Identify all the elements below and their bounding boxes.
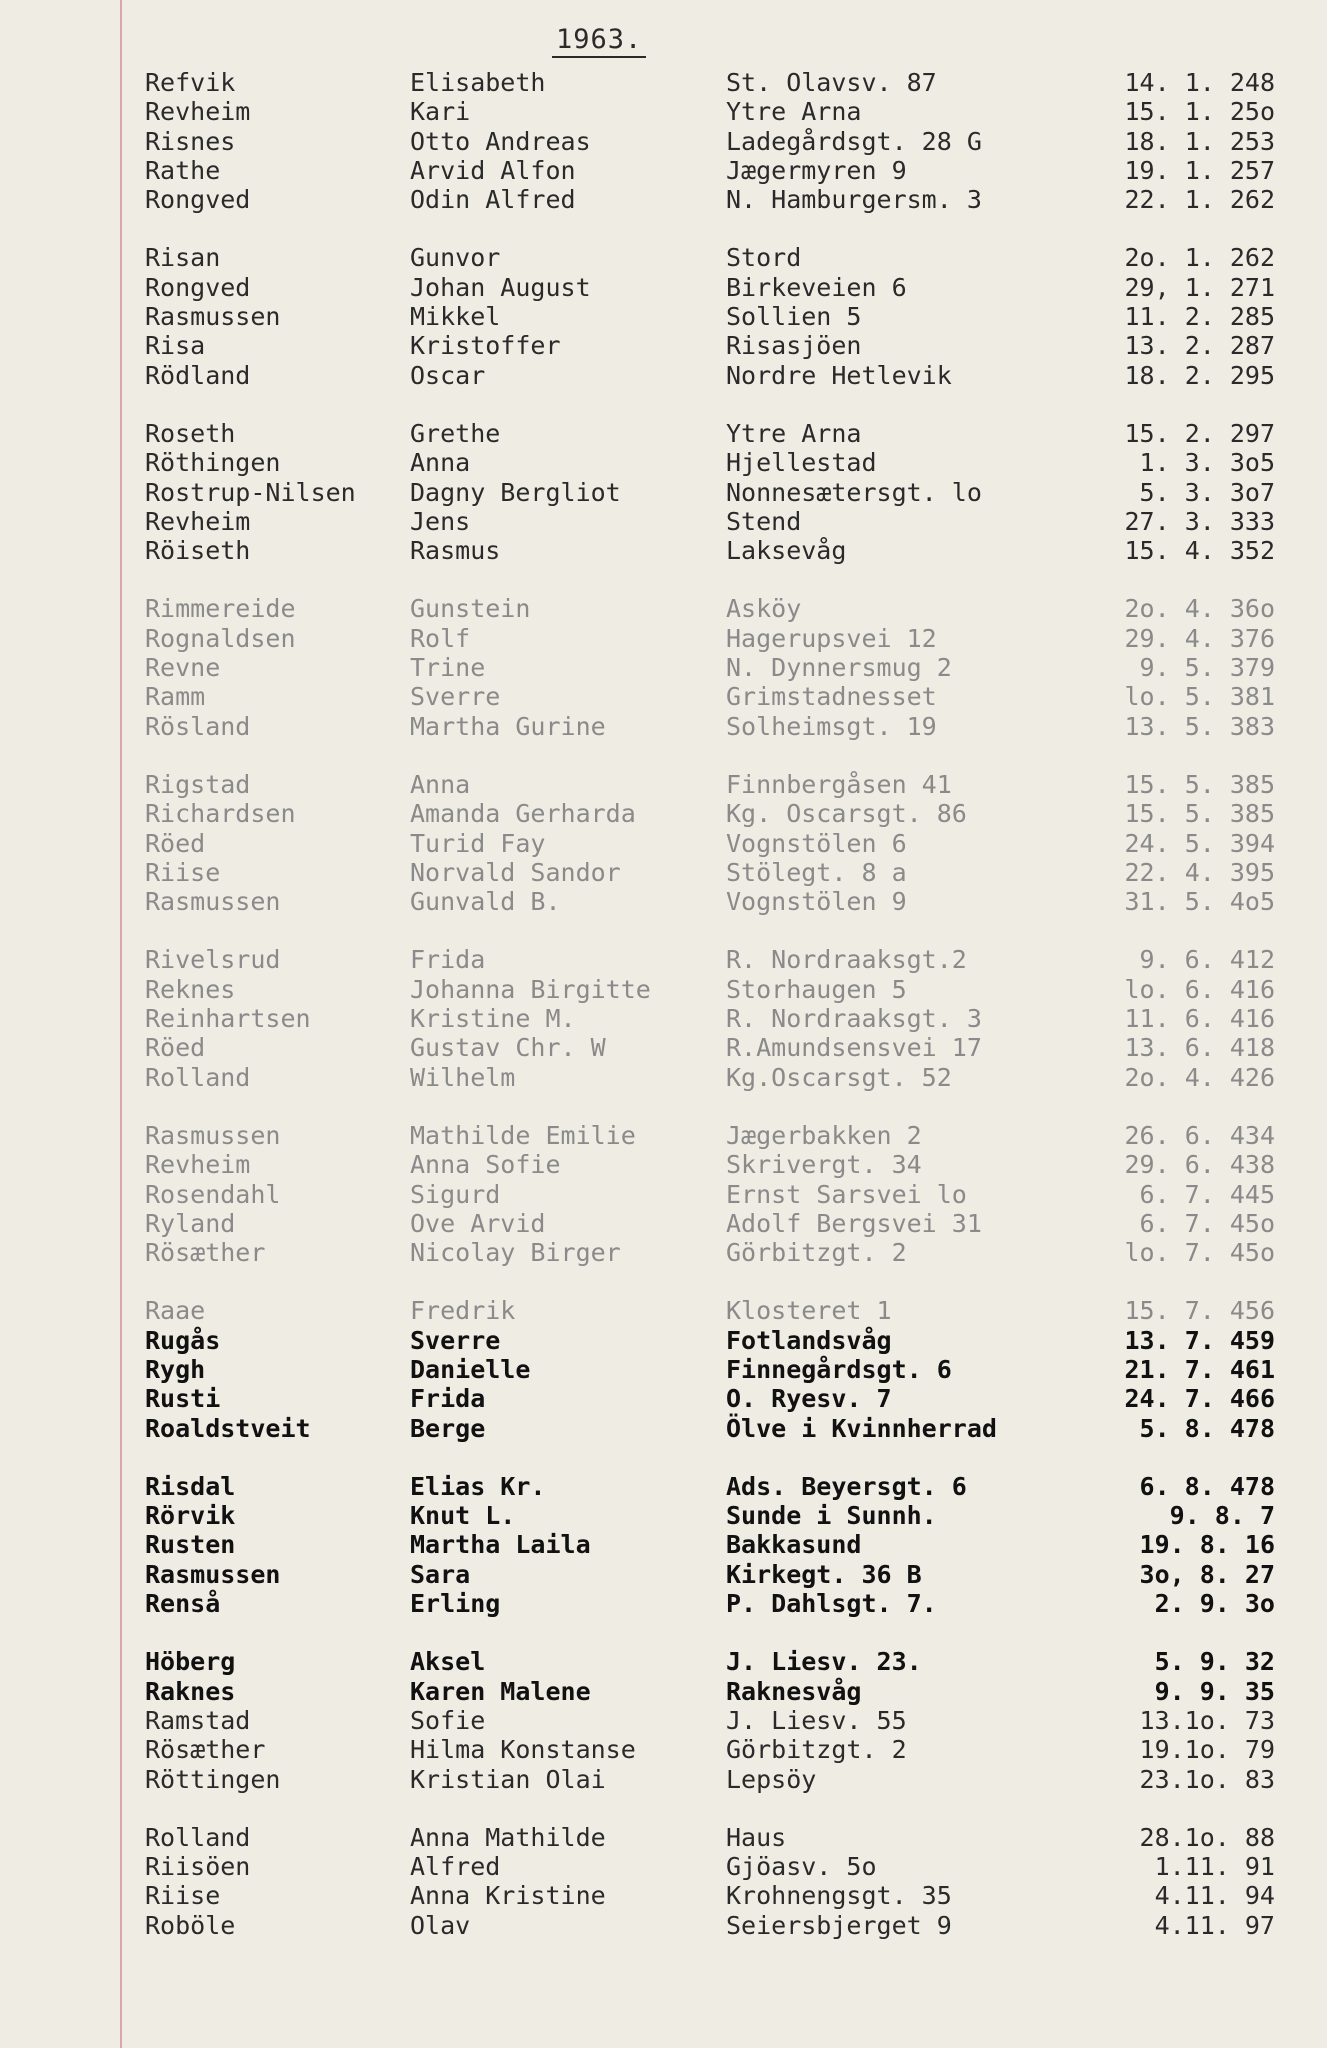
address-cell: Stord (726, 243, 802, 273)
given-name-cell: Anna Kristine (410, 1881, 606, 1911)
address-cell: J. Liesv. 23. (726, 1647, 922, 1677)
address-cell: Görbitzgt. 2 (726, 1238, 907, 1268)
entry-number-cell: 21. 7. 461 (1124, 1354, 1275, 1384)
surname-cell: Rygh (145, 1354, 206, 1384)
address-cell: Nordre Hetlevik (726, 360, 952, 390)
entry-number-cell: 24. 7. 466 (1124, 1384, 1275, 1414)
entry-number-cell: 29, 1. 271 (1124, 272, 1275, 302)
entry-number-cell: 1.11. 91 (1154, 1852, 1275, 1882)
surname-cell: Reknes (145, 974, 236, 1004)
given-name-cell: Danielle (410, 1354, 531, 1384)
address-cell: Fotlandsvåg (726, 1325, 892, 1355)
page-title (552, 24, 646, 55)
entry-number-cell: 13. 2. 287 (1124, 331, 1275, 361)
entry-number-cell: 13. 5. 383 (1124, 711, 1275, 741)
address-cell: O. Ryesv. 7 (726, 1384, 892, 1414)
entry-number-cell: 15. 5. 385 (1124, 799, 1275, 829)
surname-cell: Riise (145, 1881, 221, 1911)
address-cell: Sollien 5 (726, 302, 862, 332)
entry-number-cell: 19. 1. 257 (1124, 155, 1275, 185)
address-cell: Bakkasund (726, 1530, 862, 1560)
given-name-cell: Kristine M. (410, 1004, 576, 1034)
given-name-cell: Gunvald B. (410, 887, 561, 917)
entry-number-cell: 31. 5. 4o5 (1124, 887, 1275, 917)
given-name-cell: Sigurd (410, 1179, 501, 1209)
entry-number-cell: 9. 6. 412 (1139, 945, 1275, 975)
surname-cell: Rolland (145, 1062, 251, 1092)
surname-cell: Richardsen (145, 799, 296, 829)
given-name-cell: Kristoffer (410, 331, 561, 361)
address-cell: Lepsöy (726, 1764, 817, 1794)
given-name-cell: Karen Malene (410, 1676, 591, 1706)
address-cell: Haus (726, 1822, 787, 1852)
entry-number-cell: 28.1o. 88 (1139, 1822, 1275, 1852)
address-cell: P. Dahlsgt. 7. (726, 1589, 937, 1619)
address-cell: Hagerupsvei 12 (726, 623, 937, 653)
address-cell: Finnegårdsgt. 6 (726, 1354, 952, 1384)
given-name-cell: Gunstein (410, 594, 531, 624)
given-name-cell: Amanda Gerharda (410, 799, 636, 829)
given-name-cell: Aksel (410, 1647, 486, 1677)
entry-number-cell: 13. 7. 459 (1124, 1325, 1275, 1355)
address-cell: Stend (726, 506, 802, 536)
given-name-cell: Alfred (410, 1852, 501, 1882)
surname-cell: Rasmussen (145, 1559, 281, 1589)
address-cell: Adolf Bergsvei 31 (726, 1208, 982, 1238)
surname-cell: Rosendahl (145, 1179, 281, 1209)
given-name-cell: Mikkel (410, 302, 501, 332)
address-cell: Krohnengsgt. 35 (726, 1881, 952, 1911)
surname-cell: Rusti (145, 1384, 221, 1414)
given-name-cell: Martha Laila (410, 1530, 591, 1560)
surname-cell: Roböle (145, 1910, 236, 1940)
surname-cell: Renså (145, 1589, 221, 1619)
entry-number-cell: 5. 9. 32 (1154, 1647, 1275, 1677)
surname-cell: Risnes (145, 126, 236, 156)
surname-cell: Ryland (145, 1208, 236, 1238)
entry-number-cell: 13. 6. 418 (1124, 1033, 1275, 1063)
address-cell: R.Amundsensvei 17 (726, 1033, 982, 1063)
address-cell: R. Nordraaksgt.2 (726, 945, 967, 975)
given-name-cell: Anna (410, 448, 471, 478)
entry-number-cell: 14. 1. 248 (1124, 68, 1275, 97)
surname-cell: Roaldstveit (145, 1413, 311, 1443)
surname-cell: Rösland (145, 711, 251, 741)
address-cell: Raknesvåg (726, 1676, 862, 1706)
given-name-cell: Gustav Chr. W (410, 1033, 606, 1063)
address-cell: Jægermyren 9 (726, 155, 907, 185)
address-cell: St. Olavsv. 87 (726, 68, 937, 97)
given-name-cell: Elias Kr. (410, 1471, 546, 1501)
given-name-cell: Norvald Sandor (410, 857, 621, 887)
entry-number-cell: 15. 2. 297 (1124, 418, 1275, 448)
surname-cell: Revne (145, 653, 221, 683)
entry-number-cell: lo. 6. 416 (1124, 974, 1275, 1004)
surname-cell: Rusten (145, 1530, 236, 1560)
surname-cell: Röttingen (145, 1764, 281, 1794)
address-cell: Stölegt. 8 a (726, 857, 907, 887)
given-name-cell: Sverre (410, 1325, 501, 1355)
address-cell: Kg.Oscarsgt. 52 (726, 1062, 952, 1092)
surname-cell: Rimmereide (145, 594, 296, 624)
surname-cell: Rognaldsen (145, 623, 296, 653)
given-name-cell: Gunvor (410, 243, 501, 273)
surname-cell: Rörvik (145, 1501, 236, 1531)
given-name-cell: Trine (410, 653, 486, 683)
given-name-cell: Odin Alfred (410, 185, 576, 215)
address-cell: Ölve i Kvinnherrad (726, 1413, 997, 1443)
entry-number-cell: 11. 2. 285 (1124, 302, 1275, 332)
surname-cell: Röthingen (145, 448, 281, 478)
address-cell: Ads. Beyersgt. 6 (726, 1471, 967, 1501)
entry-number-cell: 5. 3. 3o7 (1139, 477, 1275, 507)
address-cell: Sunde i Sunnh. (726, 1501, 937, 1531)
given-name-cell: Kari (410, 97, 471, 127)
entry-number-cell: lo. 7. 45o (1124, 1238, 1275, 1268)
given-name-cell: Nicolay Birger (410, 1238, 621, 1268)
given-name-cell: Frida (410, 945, 486, 975)
entry-number-cell: 18. 1. 253 (1124, 126, 1275, 156)
given-name-cell: Sofie (410, 1705, 486, 1735)
address-cell: Ladegårdsgt. 28 G (726, 126, 982, 156)
address-cell: Nonnesætersgt. lo (726, 477, 982, 507)
surname-cell: Risa (145, 331, 206, 361)
given-name-cell: Oscar (410, 360, 486, 390)
address-cell: R. Nordraaksgt. 3 (726, 1004, 982, 1034)
surname-cell: Riise (145, 857, 221, 887)
surname-cell: Rigstad (145, 769, 251, 799)
address-cell: J. Liesv. 55 (726, 1705, 907, 1735)
address-cell: Kirkegt. 36 B (726, 1559, 922, 1589)
surname-cell: Refvik (145, 68, 236, 97)
entry-number-cell: 22. 4. 395 (1124, 857, 1275, 887)
given-name-cell: Wilhelm (410, 1062, 516, 1092)
given-name-cell: Kristian Olai (410, 1764, 606, 1794)
surname-cell: Revheim (145, 97, 251, 127)
surname-cell: Ramstad (145, 1705, 251, 1735)
surname-cell: Raknes (145, 1676, 236, 1706)
surname-cell: Röed (145, 828, 206, 858)
surname-cell: Rivelsrud (145, 945, 281, 975)
address-cell: Klosteret 1 (726, 1296, 892, 1326)
entry-number-cell: 15. 7. 456 (1124, 1296, 1275, 1326)
entry-number-cell: 23.1o. 83 (1139, 1764, 1275, 1794)
given-name-cell: Otto Andreas (410, 126, 591, 156)
address-cell: Görbitzgt. 2 (726, 1735, 907, 1765)
entry-number-cell: 6. 7. 445 (1139, 1179, 1275, 1209)
given-name-cell: Berge (410, 1413, 486, 1443)
entry-number-cell: 22. 1. 262 (1124, 185, 1275, 215)
entry-number-cell: 26. 6. 434 (1124, 1120, 1275, 1150)
entry-number-cell: 6. 8. 478 (1139, 1471, 1275, 1501)
surname-cell: Rongved (145, 272, 251, 302)
surname-cell: Rugås (145, 1325, 221, 1355)
surname-cell: Höberg (145, 1647, 236, 1677)
address-cell: N. Dynnersmug 2 (726, 653, 952, 683)
surname-cell: Rösæther (145, 1238, 266, 1268)
entry-number-cell: 5. 8. 478 (1139, 1413, 1275, 1443)
address-cell: Finnbergåsen 41 (726, 769, 952, 799)
given-name-cell: Mathilde Emilie (410, 1120, 636, 1150)
surname-cell: Röiseth (145, 536, 251, 566)
address-cell: Birkeveien 6 (726, 272, 907, 302)
given-name-cell: Erling (410, 1589, 501, 1619)
entry-number-cell: 4.11. 97 (1154, 1910, 1275, 1940)
address-cell: Jægerbakken 2 (726, 1120, 922, 1150)
address-cell: Risasjöen (726, 331, 862, 361)
given-name-cell: Sverre (410, 682, 501, 712)
address-cell: Vognstölen 6 (726, 828, 907, 858)
given-name-cell: Martha Gurine (410, 711, 606, 741)
entry-number-cell: 29. 4. 376 (1124, 623, 1275, 653)
entry-number-cell: 15. 4. 352 (1124, 536, 1275, 566)
surname-cell: Riisöen (145, 1852, 251, 1882)
given-name-cell: Dagny Bergliot (410, 477, 621, 507)
entry-number-cell: 2. 9. 3o (1154, 1589, 1275, 1619)
address-cell: Ytre Arna (726, 418, 862, 448)
address-cell: N. Hamburgersm. 3 (726, 185, 982, 215)
given-name-cell: Elisabeth (410, 68, 546, 97)
surname-cell: Reinhartsen (145, 1004, 311, 1034)
entry-number-cell: 19. 8. 16 (1139, 1530, 1275, 1560)
entry-number-cell: lo. 5. 381 (1124, 682, 1275, 712)
given-name-cell: Frida (410, 1384, 486, 1414)
surname-cell: Röed (145, 1033, 206, 1063)
entry-number-cell: 4.11. 94 (1154, 1881, 1275, 1911)
address-cell: Kg. Oscarsgt. 86 (726, 799, 967, 829)
given-name-cell: Turid Fay (410, 828, 546, 858)
address-cell: Grimstadnesset (726, 682, 937, 712)
entry-number-cell: 24. 5. 394 (1124, 828, 1275, 858)
given-name-cell: Knut L. (410, 1501, 516, 1531)
surname-cell: Rathe (145, 155, 221, 185)
address-cell: Asköy (726, 594, 802, 624)
address-cell: Laksevåg (726, 536, 847, 566)
surname-cell: Risan (145, 243, 221, 273)
address-cell: Seiersbjerget 9 (726, 1910, 952, 1940)
surname-cell: Risdal (145, 1471, 236, 1501)
year-heading: 1963. (552, 24, 646, 58)
given-name-cell: Olav (410, 1910, 471, 1940)
given-name-cell: Anna Mathilde (410, 1822, 606, 1852)
entry-number-cell: 13.1o. 73 (1139, 1705, 1275, 1735)
address-cell: Solheimsgt. 19 (726, 711, 937, 741)
surname-cell: Rösæther (145, 1735, 266, 1765)
entry-number-cell: 9. 8. 7 (1169, 1501, 1275, 1531)
entry-number-cell: 11. 6. 416 (1124, 1004, 1275, 1034)
given-name-cell: Johan August (410, 272, 591, 302)
given-name-cell: Grethe (410, 418, 501, 448)
given-name-cell: Arvid Alfon (410, 155, 576, 185)
surname-cell: Rongved (145, 185, 251, 215)
surname-cell: Rasmussen (145, 302, 281, 332)
margin-rule (120, 0, 122, 2048)
surname-cell: Rostrup-Nilsen (145, 477, 356, 507)
surname-cell: Rolland (145, 1822, 251, 1852)
given-name-cell: Jens (410, 506, 471, 536)
given-name-cell: Rolf (410, 623, 471, 653)
entry-number-cell: 6. 7. 45o (1139, 1208, 1275, 1238)
entry-number-cell: 2o. 4. 426 (1124, 1062, 1275, 1092)
address-cell: Vognstölen 9 (726, 887, 907, 917)
entry-number-cell: 9. 9. 35 (1154, 1676, 1275, 1706)
entry-number-cell: 29. 6. 438 (1124, 1150, 1275, 1180)
surname-cell: Rödland (145, 360, 251, 390)
given-name-cell: Sara (410, 1559, 471, 1589)
surname-cell: Raae (145, 1296, 206, 1326)
address-cell: Hjellestad (726, 448, 877, 478)
surname-cell: Revheim (145, 1150, 251, 1180)
address-cell: Ytre Arna (726, 97, 862, 127)
given-name-cell: Anna Sofie (410, 1150, 561, 1180)
entry-number-cell: 3o, 8. 27 (1139, 1559, 1275, 1589)
given-name-cell: Johanna Birgitte (410, 974, 651, 1004)
entry-number-cell: 27. 3. 333 (1124, 506, 1275, 536)
entry-number-cell: 15. 5. 385 (1124, 769, 1275, 799)
address-cell: Ernst Sarsvei lo (726, 1179, 967, 1209)
address-cell: Storhaugen 5 (726, 974, 907, 1004)
entry-number-cell: 2o. 4. 36o (1124, 594, 1275, 624)
entry-number-cell: 15. 1. 25o (1124, 97, 1275, 127)
given-name-cell: Fredrik (410, 1296, 516, 1326)
entry-number-cell: 2o. 1. 262 (1124, 243, 1275, 273)
surname-cell: Rasmussen (145, 1120, 281, 1150)
entry-number-cell: 1. 3. 3o5 (1139, 448, 1275, 478)
surname-cell: Revheim (145, 506, 251, 536)
given-name-cell: Anna (410, 769, 471, 799)
entry-number-cell: 18. 2. 295 (1124, 360, 1275, 390)
address-cell: Gjöasv. 5o (726, 1852, 877, 1882)
surname-cell: Rasmussen (145, 887, 281, 917)
address-cell: Skrivergt. 34 (726, 1150, 922, 1180)
surname-cell: Roseth (145, 418, 236, 448)
entry-number-cell: 19.1o. 79 (1139, 1735, 1275, 1765)
entry-number-cell: 9. 5. 379 (1139, 653, 1275, 683)
given-name-cell: Hilma Konstanse (410, 1735, 636, 1765)
given-name-cell: Rasmus (410, 536, 501, 566)
given-name-cell: Ove Arvid (410, 1208, 546, 1238)
surname-cell: Ramm (145, 682, 206, 712)
